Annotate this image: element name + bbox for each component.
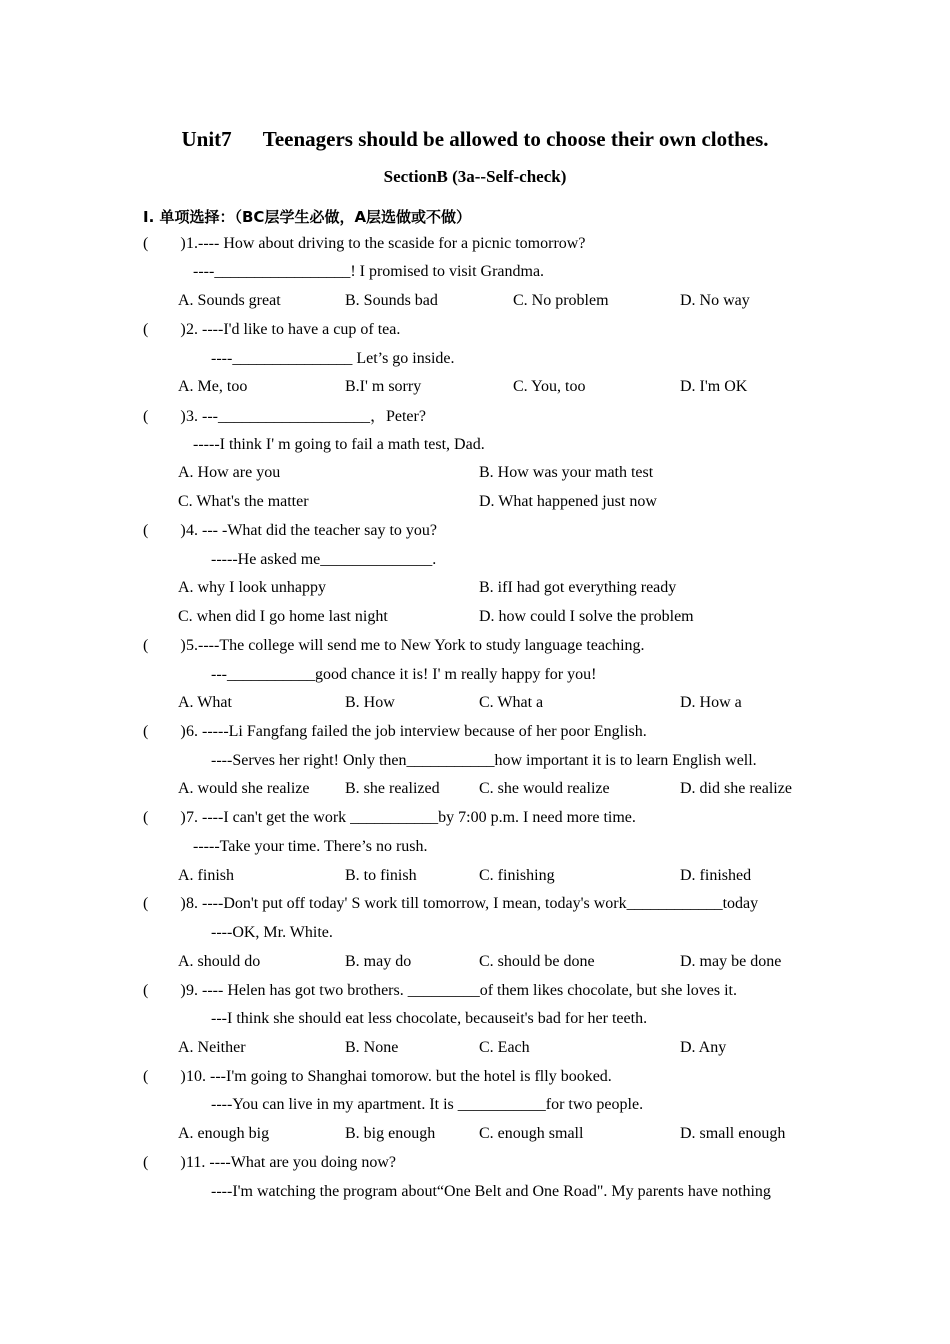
question-stem: 1.---- How about driving to the scaside for a picnic tomorrow? <box>186 235 586 252</box>
answer-blank: ( ) <box>143 637 186 654</box>
answer-blank: ( ) <box>143 522 186 539</box>
answer-option: D. may be done <box>680 953 782 970</box>
answer-blank: ( ) <box>143 1068 186 1085</box>
answer-option: C. enough small <box>479 1125 584 1142</box>
answer-blank: ( ) <box>143 982 186 999</box>
question-reply: ---I think she should eat less chocolate, becauseit's bad for her teeth. <box>211 1010 648 1027</box>
answer-option: B. she realized <box>345 780 440 797</box>
answer-option: B. None <box>345 1039 399 1056</box>
answer-blank: ( ) <box>143 723 186 740</box>
answer-option: B. How <box>345 694 395 711</box>
answer-blank: ( ) <box>143 408 186 425</box>
answer-option: B. Sounds bad <box>345 292 438 309</box>
answer-option: C. What's the matter <box>178 493 309 510</box>
page-subtitle: SectionB (3a--Self-check) <box>383 167 567 186</box>
question-reply: ----_______________ Let’s go inside. <box>211 350 455 367</box>
question-reply: ----You can live in my apartment. It is ___________for two people. <box>211 1096 644 1113</box>
answer-option: A. should do <box>178 953 261 970</box>
question-stem: 8. ----Don't put off today' S work till tomorrow, I mean, today's work____________today <box>186 895 759 912</box>
page-title: Unit7 Teenagers should be allowed to choose their own clothes. <box>181 127 769 151</box>
question-stem: 4. --- -What did the teacher say to you? <box>186 522 438 539</box>
answer-option: A. why I look unhappy <box>178 579 326 596</box>
question-stem: 7. ----I can't get the work ___________by 7:00 p.m. I need more time. <box>186 809 636 826</box>
answer-option: C. No problem <box>513 292 609 309</box>
answer-option: D. How a <box>680 694 742 711</box>
answer-option: A. Neither <box>178 1039 246 1056</box>
answer-option: A. Me, too <box>178 378 248 395</box>
answer-option: D. Any <box>680 1039 727 1056</box>
answer-option: A. How are you <box>178 464 281 481</box>
answer-option: D. finished <box>680 867 752 884</box>
question-stem: 9. ---- Helen has got two brothers. _________of them likes chocolate, but she loves it. <box>186 982 737 999</box>
question-reply: ---___________good chance it is! I' m really happy for you! <box>211 666 597 683</box>
answer-option: B. How was your math test <box>479 464 654 481</box>
answer-option: C. What a <box>479 694 544 711</box>
answer-option: B. big enough <box>345 1125 436 1142</box>
question-stem: 5.----The college will send me to New York to study language teaching. <box>186 637 645 654</box>
section-heading: I. 单项选择：（BC层学生必做，A层选做或不做） <box>143 208 472 226</box>
question-stem: 11. ----What are you doing now? <box>186 1154 396 1171</box>
question-reply: -----He asked me______________. <box>211 551 437 568</box>
answer-option: D. how could I solve the problem <box>479 608 694 625</box>
answer-blank: ( ) <box>143 809 186 826</box>
answer-blank: ( ) <box>143 321 186 338</box>
question-reply: ----I'm watching the program about“One Belt and One Road". My parents have nothing <box>211 1183 771 1200</box>
question-stem: 6. -----Li Fangfang failed the job interview because of her poor English. <box>186 723 647 740</box>
question-stem: 10. ---I'm going to Shanghai tomorow. but the hotel is flly booked. <box>186 1068 612 1085</box>
answer-option: B. to finish <box>345 867 417 884</box>
question-stem: 3. ---___________________，Peter? <box>186 408 426 425</box>
answer-blank: ( ) <box>143 235 186 252</box>
answer-option: A. Sounds great <box>178 292 281 309</box>
answer-option: B. may do <box>345 953 412 970</box>
answer-option: B.I' m sorry <box>345 378 422 395</box>
answer-blank: ( ) <box>143 895 186 912</box>
answer-blank: ( ) <box>143 1154 186 1171</box>
question-reply: ----Serves her right! Only then___________how important it is to learn English well. <box>211 752 757 769</box>
answer-option: B. ifI had got everything ready <box>479 579 677 596</box>
answer-option: C. when did I go home last night <box>178 608 388 625</box>
question-reply: ----OK, Mr. White. <box>211 924 333 941</box>
answer-option: A. What <box>178 694 232 711</box>
answer-option: D. small enough <box>680 1125 786 1142</box>
question-reply: -----Take your time. There’s no rush. <box>193 838 428 855</box>
answer-option: A. would she realize <box>178 780 310 797</box>
answer-option: C. finishing <box>479 867 555 884</box>
question-reply: ----_________________! I promised to visit Grandma. <box>193 263 545 280</box>
answer-option: D. did she realize <box>680 780 792 797</box>
answer-option: D. I'm OK <box>680 378 748 395</box>
answer-option: C. Each <box>479 1039 530 1056</box>
question-stem: 2. ----I'd like to have a cup of tea. <box>186 321 401 338</box>
question-reply: -----I think I' m going to fail a math test, Dad. <box>193 436 485 453</box>
answer-option: A. finish <box>178 867 234 884</box>
answer-option: A. enough big <box>178 1125 270 1142</box>
answer-option: C. You, too <box>513 378 586 395</box>
answer-option: D. What happened just now <box>479 493 657 510</box>
answer-option: C. should be done <box>479 953 595 970</box>
answer-option: D. No way <box>680 292 750 309</box>
answer-option: C. she would realize <box>479 780 610 797</box>
